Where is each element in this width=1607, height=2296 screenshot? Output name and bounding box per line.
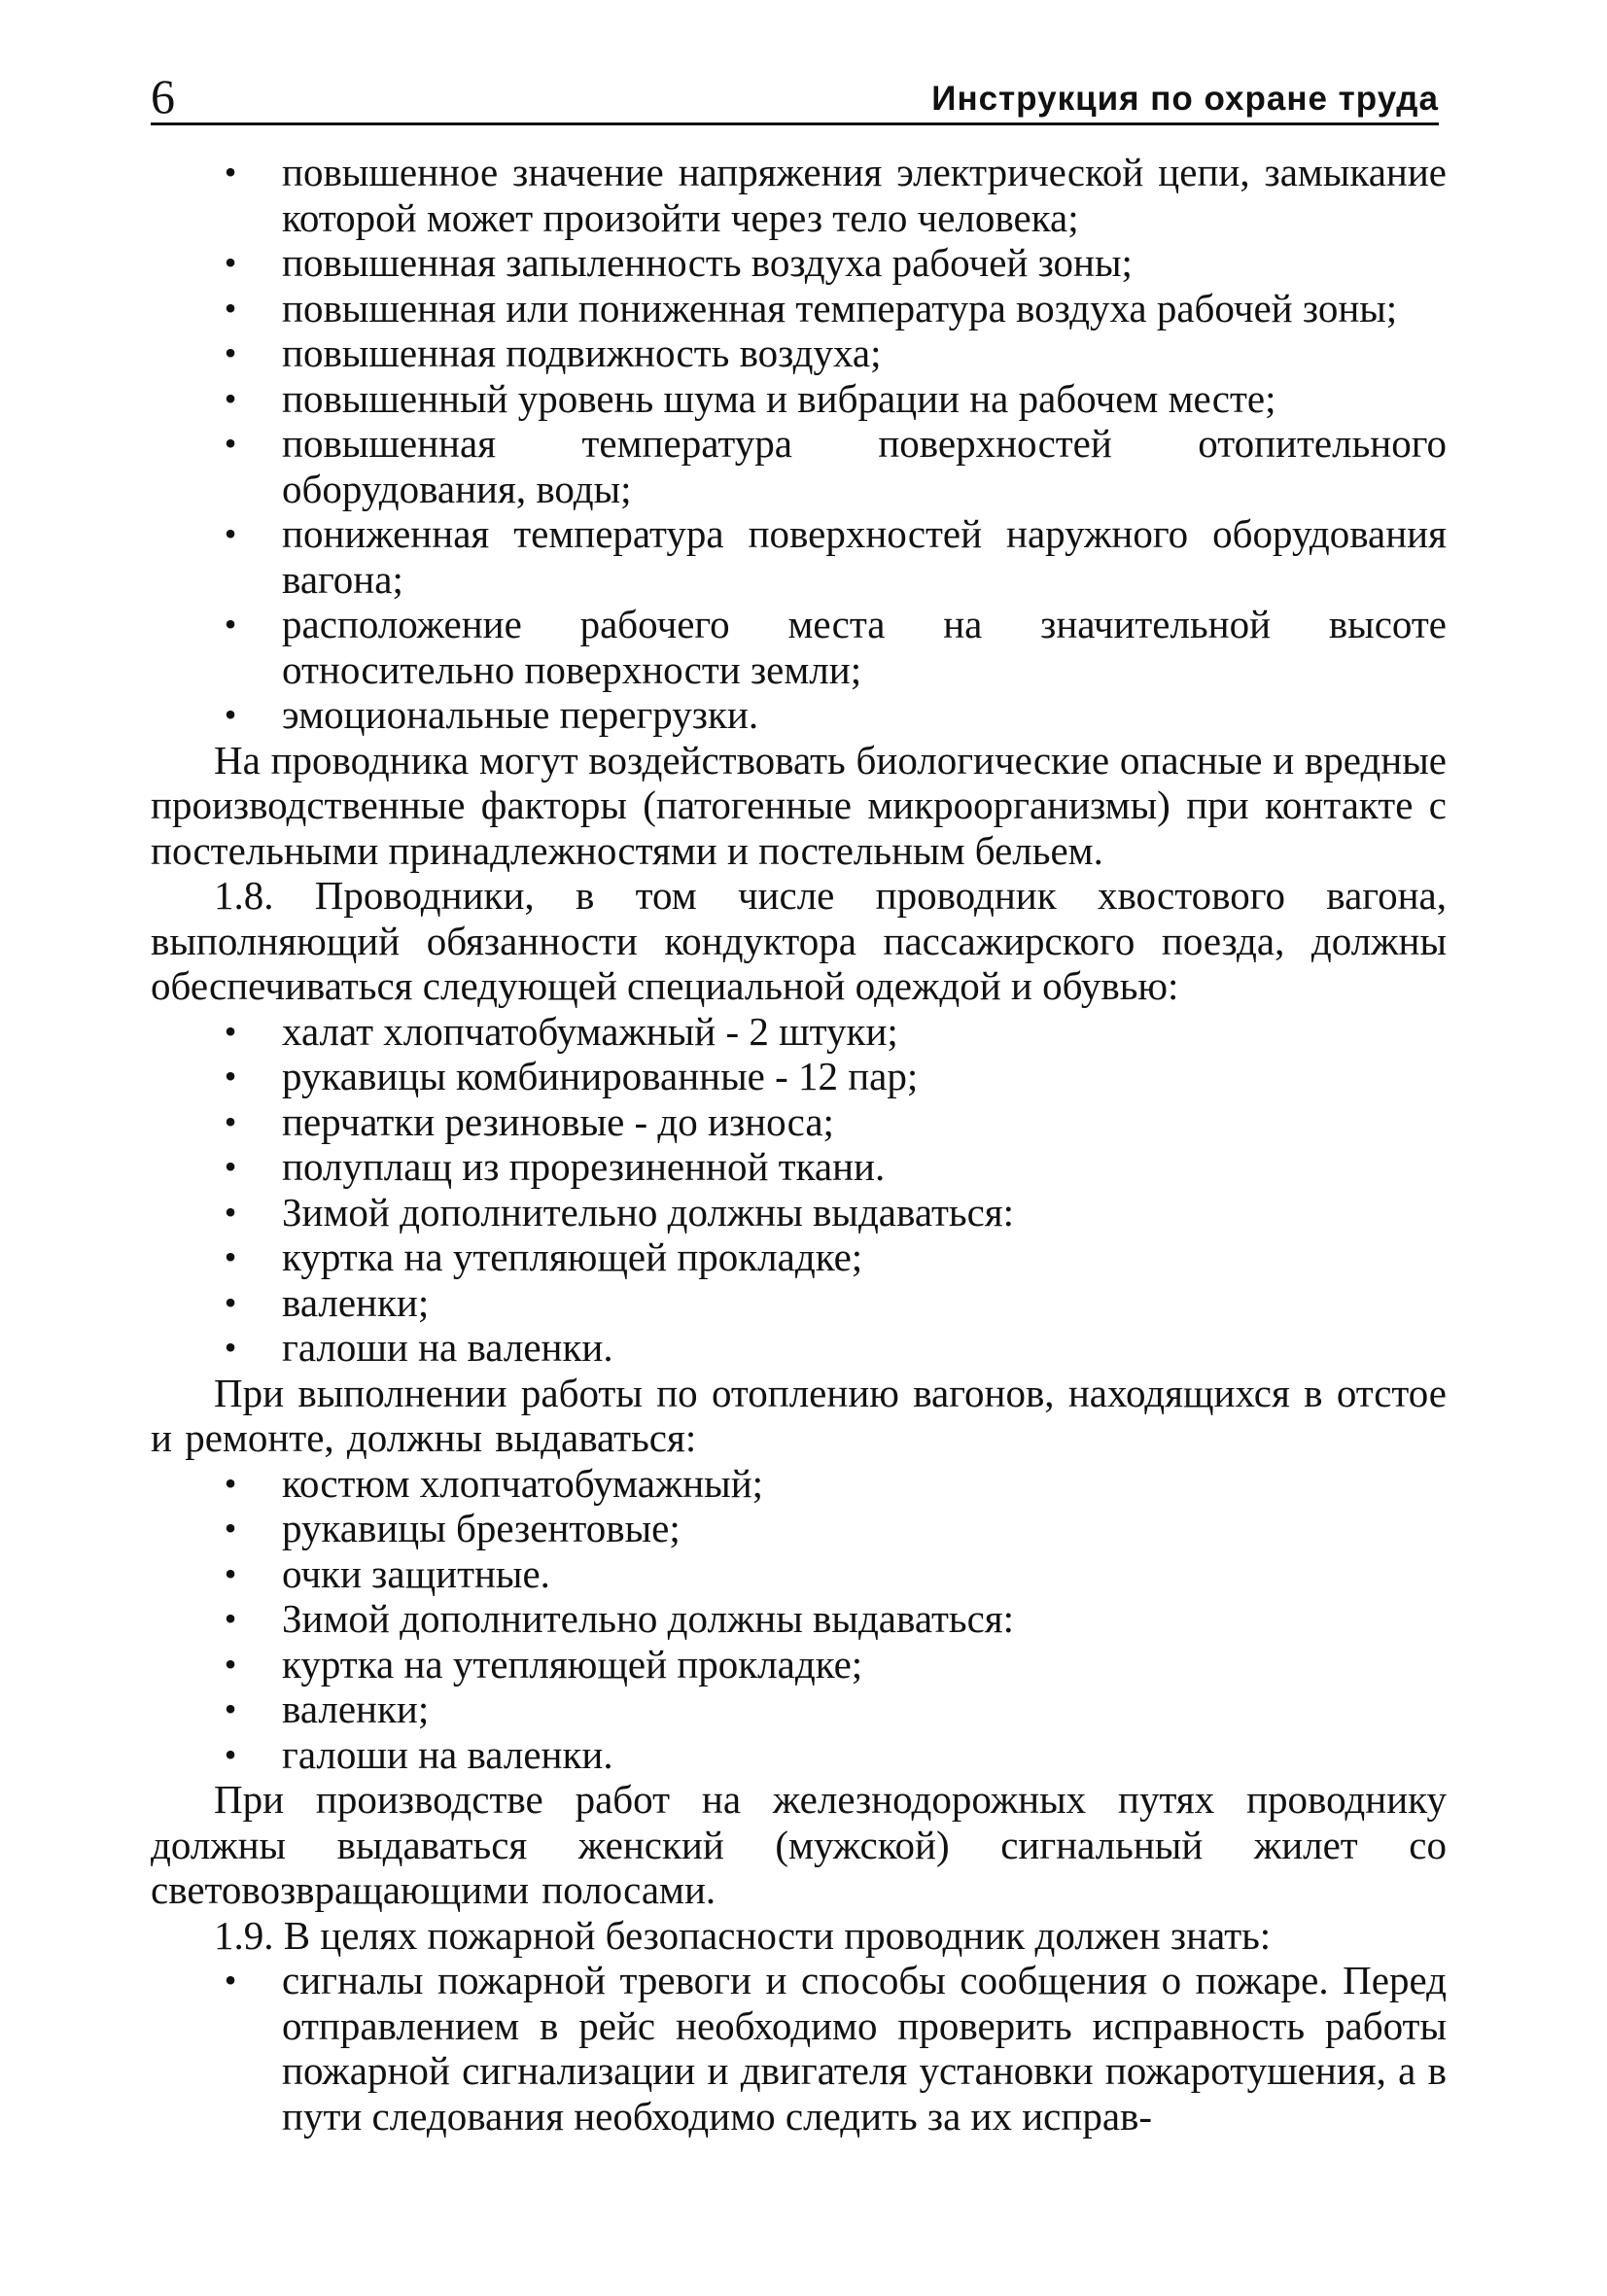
- bullet-icon: •: [224, 514, 237, 553]
- list-item: [151, 1732, 1447, 1778]
- list-item-text: повышенная или пониженная температура воздуха рабочей зоны;: [282, 285, 1398, 330]
- list-item-text: халат хлопчатобумажный - 2 штуки;: [282, 1008, 898, 1054]
- list-item: [151, 1596, 1447, 1642]
- protective-clothing-list: [151, 1009, 1447, 1371]
- list-item: [151, 376, 1447, 422]
- bullet-icon: •: [224, 1192, 237, 1232]
- list-item-text: Зимой дополнительно должны выдаваться:: [282, 1596, 1015, 1641]
- list-item-text: повышенная подвижность воздуха;: [282, 330, 882, 375]
- list-item: [151, 1506, 1447, 1551]
- list-item: [151, 240, 1447, 286]
- list-item-text: галоши на валенки.: [282, 1325, 613, 1370]
- bullet-icon: •: [224, 243, 237, 282]
- list-item-text: сигналы пожарной тревоги и способы сообщения о пожаре. Перед отправлением в рейс необходимо проверить исправность работы пожарной сигнализации и двигателя установки пожаротушения, а в пути следования необходимо следить за их исправ-: [282, 1958, 1447, 2139]
- list-item-text: перчатки резиновые - до износа;: [282, 1098, 834, 1144]
- list-item: [151, 511, 1447, 602]
- list-item-text: Зимой дополнительно должны выдаваться:: [282, 1189, 1015, 1235]
- list-item: [151, 286, 1447, 331]
- list-item-text: расположение рабочего места на значительной высоте относительно поверхности земли;: [282, 602, 1447, 692]
- list-item-text: повышенная температура поверхностей отопительного оборудования, воды;: [282, 421, 1447, 511]
- list-item: [151, 1144, 1447, 1190]
- bullet-icon: •: [224, 1282, 237, 1322]
- list-item-text: валенки;: [282, 1279, 430, 1325]
- page-number: 6: [151, 69, 175, 123]
- bullet-icon: •: [224, 1689, 237, 1728]
- list-item: [151, 1551, 1447, 1597]
- bullet-icon: •: [224, 333, 237, 372]
- list-item: [151, 1958, 1447, 2139]
- list-item-text: очки защитные.: [282, 1550, 550, 1596]
- bullet-icon: •: [224, 153, 237, 191]
- bullet-icon: •: [224, 1463, 237, 1503]
- list-item: [151, 1235, 1447, 1280]
- list-item-text: полуплащ из прорезиненной ткани.: [282, 1144, 886, 1189]
- fire-safety-list: [151, 1958, 1447, 2139]
- section-1-8-paragraph: 1.8. Проводники, в том числе проводник хвостового вагона, выполняющий обязанности кондуктора пассажирского поезда, должны обеспечиваться следующей специальной одеждой и обувью:: [151, 873, 1447, 1008]
- list-item: [151, 1009, 1447, 1055]
- list-item: [151, 1325, 1447, 1371]
- bullet-icon: •: [224, 1509, 237, 1548]
- bullet-icon: •: [224, 1057, 237, 1096]
- bullet-icon: •: [224, 378, 237, 418]
- bullet-icon: •: [224, 1328, 237, 1367]
- list-item: [151, 1280, 1447, 1326]
- heating-work-paragraph: При выполнении работы по отоплению вагонов, находящихся в отстое и ремонте, должны выдаваться:: [151, 1370, 1447, 1460]
- list-item-text: костюм хлопчатобумажный;: [282, 1460, 764, 1506]
- bullet-icon: •: [224, 1237, 237, 1276]
- bullet-icon: •: [224, 288, 237, 328]
- bullet-icon: •: [224, 1734, 237, 1774]
- bullet-icon: •: [224, 1599, 237, 1638]
- page-body: [151, 150, 1447, 2139]
- bullet-icon: •: [224, 424, 237, 463]
- list-item-text: пониженная температура поверхностей наружного оборудования вагона;: [282, 511, 1447, 602]
- biological-factors-paragraph: На проводника могут воздействовать биологические опасные и вредные производственные факторы (патогенные микроорганизмы) при контакте с постельными принадлежностями и постельным бельем.: [151, 737, 1447, 873]
- railway-track-paragraph: При производстве работ на железнодорожных путях проводнику должны выдаваться женский (мужской) сигнальный жилет со световозвращающими полосами.: [151, 1777, 1447, 1912]
- list-item: [151, 1687, 1447, 1732]
- list-item: [151, 1461, 1447, 1507]
- list-item: [151, 421, 1447, 511]
- list-item-text: рукавицы брезентовые;: [282, 1506, 681, 1550]
- list-item: [151, 150, 1447, 240]
- list-item-text: рукавицы комбинированные - 12 пар;: [282, 1054, 919, 1098]
- bullet-icon: •: [224, 1553, 237, 1593]
- list-item-text: повышенное значение напряжения электрической цепи, замыкание которой может произойти через тело человека;: [282, 150, 1447, 240]
- bullet-icon: •: [224, 1147, 237, 1186]
- list-item: [151, 692, 1447, 738]
- list-item: [151, 602, 1447, 692]
- bullet-icon: •: [224, 695, 237, 734]
- bullet-icon: •: [224, 1644, 237, 1684]
- list-item-text: валенки;: [282, 1687, 430, 1731]
- list-item-text: повышенная запыленность воздуха рабочей зоны;: [282, 240, 1133, 285]
- bullet-icon: •: [224, 1101, 237, 1141]
- bullet-icon: •: [224, 605, 237, 644]
- bullet-icon: •: [224, 1011, 237, 1051]
- list-item: [151, 330, 1447, 376]
- hazard-factors-list: [151, 150, 1447, 738]
- list-item-text: повышенный уровень шума и вибрации на рабочем месте;: [282, 375, 1276, 421]
- list-item: [151, 1642, 1447, 1687]
- list-item-text: куртка на утепляющей прокладке;: [282, 1641, 863, 1687]
- list-item: [151, 1099, 1447, 1145]
- running-title: Инструкция по охране труда: [931, 80, 1439, 118]
- list-item: [151, 1190, 1447, 1235]
- heating-work-clothing-list: [151, 1461, 1447, 1778]
- list-item-text: куртка на утепляющей прокладке;: [282, 1235, 863, 1279]
- list-item-text: галоши на валенки.: [282, 1731, 613, 1777]
- bullet-icon: •: [224, 1961, 237, 2000]
- list-item-text: эмоциональные перегрузки.: [282, 692, 759, 737]
- list-item: [151, 1054, 1447, 1099]
- section-1-9-paragraph: 1.9. В целях пожарной безопасности проводник должен знать:: [214, 1912, 1272, 1958]
- page-header: [151, 68, 1439, 125]
